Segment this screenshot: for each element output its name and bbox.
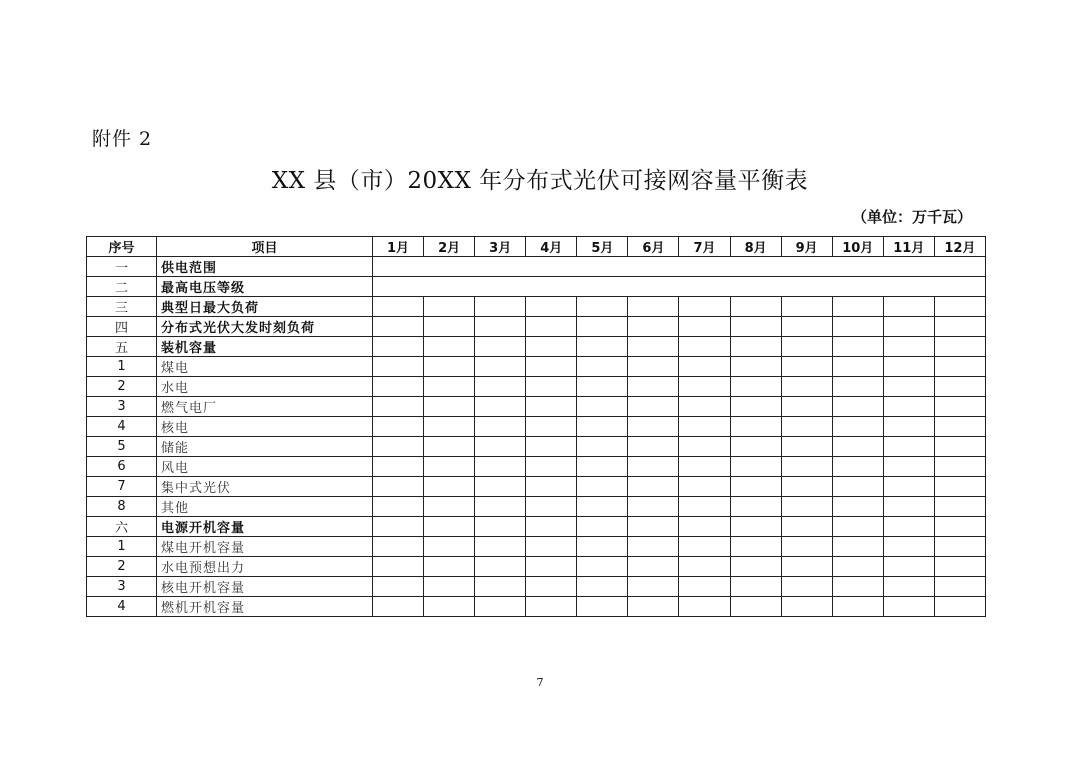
month-cell-1[interactable] xyxy=(373,357,424,377)
month-cell-2[interactable] xyxy=(424,577,475,597)
row-seq: 三 xyxy=(87,297,157,317)
month-cell-7[interactable] xyxy=(679,537,730,557)
month-cell-7[interactable] xyxy=(679,297,730,317)
table-row xyxy=(87,377,986,397)
month-cell-10[interactable] xyxy=(832,357,883,377)
month-cell-11[interactable] xyxy=(883,597,934,617)
month-cell-12[interactable] xyxy=(934,297,985,317)
month-cell-10[interactable] xyxy=(832,417,883,437)
month-cell-2[interactable] xyxy=(424,317,475,337)
month-cell-4[interactable] xyxy=(526,417,577,437)
header-month-8: 8月 xyxy=(730,237,781,257)
month-cell-3[interactable] xyxy=(475,577,526,597)
row-seq: 二 xyxy=(87,277,157,297)
month-cell-2[interactable] xyxy=(424,377,475,397)
month-cell-1[interactable] xyxy=(373,517,424,537)
row-seq: 7 xyxy=(87,477,157,497)
month-cell-12[interactable] xyxy=(934,497,985,517)
month-cell-12[interactable] xyxy=(934,357,985,377)
month-cell-9[interactable] xyxy=(781,397,832,417)
month-cell-2[interactable] xyxy=(424,417,475,437)
month-cell-11[interactable] xyxy=(883,437,934,457)
attachment-label: 附件 2 xyxy=(92,128,153,150)
month-cell-8[interactable] xyxy=(730,397,781,417)
header-month-10: 10月 xyxy=(832,237,883,257)
table-row xyxy=(87,317,986,337)
row-seq: 4 xyxy=(87,597,157,617)
month-cell-12[interactable] xyxy=(934,577,985,597)
month-cell-12[interactable] xyxy=(934,457,985,477)
month-cell-5[interactable] xyxy=(577,437,628,457)
month-cell-9[interactable] xyxy=(781,297,832,317)
merged-value-cell[interactable] xyxy=(373,277,986,297)
month-cell-1[interactable] xyxy=(373,317,424,337)
month-cell-8[interactable] xyxy=(730,457,781,477)
row-seq: 4 xyxy=(87,417,157,437)
month-cell-3[interactable] xyxy=(475,417,526,437)
month-cell-4[interactable] xyxy=(526,597,577,617)
month-cell-7[interactable] xyxy=(679,497,730,517)
table-row xyxy=(87,397,986,417)
header-month-12: 12月 xyxy=(934,237,985,257)
table-row xyxy=(87,517,986,537)
month-cell-3[interactable] xyxy=(475,457,526,477)
table-row xyxy=(87,577,986,597)
month-cell-7[interactable] xyxy=(679,517,730,537)
month-cell-7[interactable] xyxy=(679,557,730,577)
month-cell-10[interactable] xyxy=(832,577,883,597)
month-cell-6[interactable] xyxy=(628,397,679,417)
month-cell-12[interactable] xyxy=(934,477,985,497)
table-row xyxy=(87,257,986,277)
month-cell-7[interactable] xyxy=(679,597,730,617)
month-cell-8[interactable] xyxy=(730,597,781,617)
header-month-11: 11月 xyxy=(883,237,934,257)
header-month-1: 1月 xyxy=(373,237,424,257)
row-item: 最高电压等级 xyxy=(157,277,373,297)
capacity-balance-table xyxy=(86,236,986,617)
month-cell-10[interactable] xyxy=(832,317,883,337)
month-cell-9[interactable] xyxy=(781,457,832,477)
table-header-row xyxy=(87,237,986,257)
month-cell-8[interactable] xyxy=(730,437,781,457)
month-cell-2[interactable] xyxy=(424,497,475,517)
row-item: 风电 xyxy=(157,457,373,477)
month-cell-1[interactable] xyxy=(373,297,424,317)
page-title: XX 县（市）20XX 年分布式光伏可接网容量平衡表 xyxy=(271,168,809,194)
month-cell-2[interactable] xyxy=(424,457,475,477)
month-cell-2[interactable] xyxy=(424,397,475,417)
month-cell-5[interactable] xyxy=(577,497,628,517)
header-item: 项目 xyxy=(157,237,373,257)
month-cell-12[interactable] xyxy=(934,517,985,537)
month-cell-3[interactable] xyxy=(475,297,526,317)
month-cell-11[interactable] xyxy=(883,397,934,417)
month-cell-3[interactable] xyxy=(475,497,526,517)
month-cell-1[interactable] xyxy=(373,557,424,577)
month-cell-7[interactable] xyxy=(679,417,730,437)
month-cell-5[interactable] xyxy=(577,577,628,597)
row-seq: 3 xyxy=(87,577,157,597)
row-seq: 2 xyxy=(87,377,157,397)
month-cell-4[interactable] xyxy=(526,297,577,317)
month-cell-8[interactable] xyxy=(730,317,781,337)
month-cell-7[interactable] xyxy=(679,317,730,337)
month-cell-2[interactable] xyxy=(424,557,475,577)
month-cell-4[interactable] xyxy=(526,497,577,517)
month-cell-11[interactable] xyxy=(883,357,934,377)
month-cell-5[interactable] xyxy=(577,477,628,497)
month-cell-11[interactable] xyxy=(883,557,934,577)
month-cell-6[interactable] xyxy=(628,597,679,617)
month-cell-3[interactable] xyxy=(475,357,526,377)
month-cell-6[interactable] xyxy=(628,337,679,357)
table-row xyxy=(87,277,986,297)
month-cell-10[interactable] xyxy=(832,457,883,477)
table-row xyxy=(87,497,986,517)
row-item: 煤电开机容量 xyxy=(157,537,373,557)
month-cell-11[interactable] xyxy=(883,457,934,477)
month-cell-11[interactable] xyxy=(883,417,934,437)
month-cell-10[interactable] xyxy=(832,557,883,577)
month-cell-1[interactable] xyxy=(373,537,424,557)
month-cell-12[interactable] xyxy=(934,397,985,417)
month-cell-12[interactable] xyxy=(934,417,985,437)
row-seq: 6 xyxy=(87,457,157,477)
row-item: 装机容量 xyxy=(157,337,373,357)
month-cell-1[interactable] xyxy=(373,377,424,397)
month-cell-6[interactable] xyxy=(628,357,679,377)
month-cell-8[interactable] xyxy=(730,417,781,437)
month-cell-3[interactable] xyxy=(475,397,526,417)
month-cell-4[interactable] xyxy=(526,517,577,537)
row-item: 储能 xyxy=(157,437,373,457)
row-seq: 1 xyxy=(87,357,157,377)
month-cell-6[interactable] xyxy=(628,497,679,517)
table-row xyxy=(87,477,986,497)
month-cell-1[interactable] xyxy=(373,577,424,597)
month-cell-9[interactable] xyxy=(781,317,832,337)
unit-note: （单位：万千瓦） xyxy=(851,208,972,226)
month-cell-5[interactable] xyxy=(577,397,628,417)
month-cell-11[interactable] xyxy=(883,297,934,317)
month-cell-12[interactable] xyxy=(934,557,985,577)
month-cell-9[interactable] xyxy=(781,477,832,497)
month-cell-1[interactable] xyxy=(373,337,424,357)
month-cell-6[interactable] xyxy=(628,577,679,597)
month-cell-1[interactable] xyxy=(373,417,424,437)
row-item: 集中式光伏 xyxy=(157,477,373,497)
row-seq: 五 xyxy=(87,337,157,357)
month-cell-5[interactable] xyxy=(577,297,628,317)
month-cell-1[interactable] xyxy=(373,477,424,497)
month-cell-3[interactable] xyxy=(475,597,526,617)
month-cell-8[interactable] xyxy=(730,297,781,317)
month-cell-9[interactable] xyxy=(781,337,832,357)
month-cell-6[interactable] xyxy=(628,537,679,557)
month-cell-2[interactable] xyxy=(424,477,475,497)
month-cell-8[interactable] xyxy=(730,477,781,497)
month-cell-3[interactable] xyxy=(475,317,526,337)
month-cell-4[interactable] xyxy=(526,437,577,457)
month-cell-8[interactable] xyxy=(730,577,781,597)
header-month-4: 4月 xyxy=(526,237,577,257)
month-cell-5[interactable] xyxy=(577,317,628,337)
page-number: 7 xyxy=(536,676,544,689)
row-seq: 5 xyxy=(87,437,157,457)
month-cell-12[interactable] xyxy=(934,597,985,617)
month-cell-6[interactable] xyxy=(628,377,679,397)
month-cell-4[interactable] xyxy=(526,357,577,377)
row-item: 供电范围 xyxy=(157,257,373,277)
month-cell-6[interactable] xyxy=(628,417,679,437)
month-cell-12[interactable] xyxy=(934,437,985,457)
table-row xyxy=(87,557,986,577)
month-cell-9[interactable] xyxy=(781,577,832,597)
month-cell-7[interactable] xyxy=(679,397,730,417)
month-cell-9[interactable] xyxy=(781,557,832,577)
month-cell-3[interactable] xyxy=(475,517,526,537)
month-cell-5[interactable] xyxy=(577,357,628,377)
table-row xyxy=(87,337,986,357)
month-cell-1[interactable] xyxy=(373,437,424,457)
row-item: 其他 xyxy=(157,497,373,517)
month-cell-6[interactable] xyxy=(628,477,679,497)
month-cell-3[interactable] xyxy=(475,477,526,497)
month-cell-9[interactable] xyxy=(781,517,832,537)
month-cell-2[interactable] xyxy=(424,337,475,357)
row-item: 水电预想出力 xyxy=(157,557,373,577)
month-cell-4[interactable] xyxy=(526,557,577,577)
month-cell-4[interactable] xyxy=(526,477,577,497)
row-item: 典型日最大负荷 xyxy=(157,297,373,317)
month-cell-5[interactable] xyxy=(577,517,628,537)
month-cell-12[interactable] xyxy=(934,337,985,357)
month-cell-9[interactable] xyxy=(781,417,832,437)
row-item: 分布式光伏大发时刻负荷 xyxy=(157,317,373,337)
month-cell-10[interactable] xyxy=(832,397,883,417)
month-cell-3[interactable] xyxy=(475,337,526,357)
month-cell-9[interactable] xyxy=(781,537,832,557)
row-seq: 8 xyxy=(87,497,157,517)
month-cell-9[interactable] xyxy=(781,357,832,377)
month-cell-7[interactable] xyxy=(679,477,730,497)
month-cell-7[interactable] xyxy=(679,377,730,397)
month-cell-5[interactable] xyxy=(577,457,628,477)
month-cell-10[interactable] xyxy=(832,437,883,457)
row-item: 电源开机容量 xyxy=(157,517,373,537)
month-cell-8[interactable] xyxy=(730,377,781,397)
month-cell-10[interactable] xyxy=(832,497,883,517)
table-row xyxy=(87,437,986,457)
month-cell-8[interactable] xyxy=(730,517,781,537)
header-month-9: 9月 xyxy=(781,237,832,257)
month-cell-11[interactable] xyxy=(883,537,934,557)
table-row xyxy=(87,537,986,557)
row-item: 煤电 xyxy=(157,357,373,377)
month-cell-8[interactable] xyxy=(730,537,781,557)
header-month-3: 3月 xyxy=(475,237,526,257)
month-cell-10[interactable] xyxy=(832,297,883,317)
month-cell-6[interactable] xyxy=(628,317,679,337)
month-cell-11[interactable] xyxy=(883,377,934,397)
month-cell-10[interactable] xyxy=(832,337,883,357)
row-item: 燃机开机容量 xyxy=(157,597,373,617)
month-cell-10[interactable] xyxy=(832,517,883,537)
month-cell-4[interactable] xyxy=(526,537,577,557)
month-cell-2[interactable] xyxy=(424,597,475,617)
month-cell-3[interactable] xyxy=(475,557,526,577)
row-seq: 一 xyxy=(87,257,157,277)
month-cell-1[interactable] xyxy=(373,597,424,617)
row-item: 核电开机容量 xyxy=(157,577,373,597)
month-cell-10[interactable] xyxy=(832,477,883,497)
table-row xyxy=(87,417,986,437)
table-body xyxy=(87,257,986,617)
month-cell-6[interactable] xyxy=(628,517,679,537)
month-cell-3[interactable] xyxy=(475,377,526,397)
month-cell-8[interactable] xyxy=(730,497,781,517)
month-cell-11[interactable] xyxy=(883,497,934,517)
month-cell-11[interactable] xyxy=(883,337,934,357)
month-cell-1[interactable] xyxy=(373,397,424,417)
row-item: 核电 xyxy=(157,417,373,437)
month-cell-7[interactable] xyxy=(679,437,730,457)
row-seq: 1 xyxy=(87,537,157,557)
month-cell-7[interactable] xyxy=(679,457,730,477)
month-cell-6[interactable] xyxy=(628,437,679,457)
month-cell-5[interactable] xyxy=(577,417,628,437)
header-month-7: 7月 xyxy=(679,237,730,257)
month-cell-11[interactable] xyxy=(883,317,934,337)
month-cell-1[interactable] xyxy=(373,457,424,477)
month-cell-2[interactable] xyxy=(424,517,475,537)
month-cell-1[interactable] xyxy=(373,497,424,517)
table-row xyxy=(87,457,986,477)
row-seq: 四 xyxy=(87,317,157,337)
month-cell-7[interactable] xyxy=(679,577,730,597)
row-seq: 2 xyxy=(87,557,157,577)
month-cell-5[interactable] xyxy=(577,557,628,577)
row-seq: 六 xyxy=(87,517,157,537)
month-cell-10[interactable] xyxy=(832,537,883,557)
row-item: 水电 xyxy=(157,377,373,397)
month-cell-5[interactable] xyxy=(577,537,628,557)
month-cell-12[interactable] xyxy=(934,537,985,557)
table-row xyxy=(87,357,986,377)
month-cell-5[interactable] xyxy=(577,337,628,357)
month-cell-4[interactable] xyxy=(526,577,577,597)
month-cell-6[interactable] xyxy=(628,457,679,477)
month-cell-4[interactable] xyxy=(526,457,577,477)
month-cell-6[interactable] xyxy=(628,557,679,577)
month-cell-12[interactable] xyxy=(934,377,985,397)
month-cell-9[interactable] xyxy=(781,497,832,517)
month-cell-2[interactable] xyxy=(424,357,475,377)
month-cell-2[interactable] xyxy=(424,297,475,317)
month-cell-3[interactable] xyxy=(475,437,526,457)
month-cell-11[interactable] xyxy=(883,577,934,597)
month-cell-9[interactable] xyxy=(781,437,832,457)
month-cell-4[interactable] xyxy=(526,337,577,357)
header-month-5: 5月 xyxy=(577,237,628,257)
row-seq: 3 xyxy=(87,397,157,417)
month-cell-8[interactable] xyxy=(730,357,781,377)
month-cell-8[interactable] xyxy=(730,557,781,577)
month-cell-5[interactable] xyxy=(577,377,628,397)
header-seq: 序号 xyxy=(87,237,157,257)
month-cell-6[interactable] xyxy=(628,297,679,317)
month-cell-8[interactable] xyxy=(730,337,781,357)
month-cell-9[interactable] xyxy=(781,597,832,617)
month-cell-12[interactable] xyxy=(934,317,985,337)
month-cell-9[interactable] xyxy=(781,377,832,397)
month-cell-11[interactable] xyxy=(883,477,934,497)
header-month-2: 2月 xyxy=(424,237,475,257)
merged-value-cell[interactable] xyxy=(373,257,986,277)
header-month-6: 6月 xyxy=(628,237,679,257)
table-row xyxy=(87,597,986,617)
month-cell-4[interactable] xyxy=(526,397,577,417)
month-cell-2[interactable] xyxy=(424,537,475,557)
month-cell-11[interactable] xyxy=(883,517,934,537)
month-cell-5[interactable] xyxy=(577,597,628,617)
month-cell-7[interactable] xyxy=(679,337,730,357)
month-cell-10[interactable] xyxy=(832,377,883,397)
month-cell-4[interactable] xyxy=(526,377,577,397)
month-cell-7[interactable] xyxy=(679,357,730,377)
month-cell-3[interactable] xyxy=(475,537,526,557)
month-cell-2[interactable] xyxy=(424,437,475,457)
table-row xyxy=(87,297,986,317)
month-cell-10[interactable] xyxy=(832,597,883,617)
month-cell-4[interactable] xyxy=(526,317,577,337)
row-item: 燃气电厂 xyxy=(157,397,373,417)
